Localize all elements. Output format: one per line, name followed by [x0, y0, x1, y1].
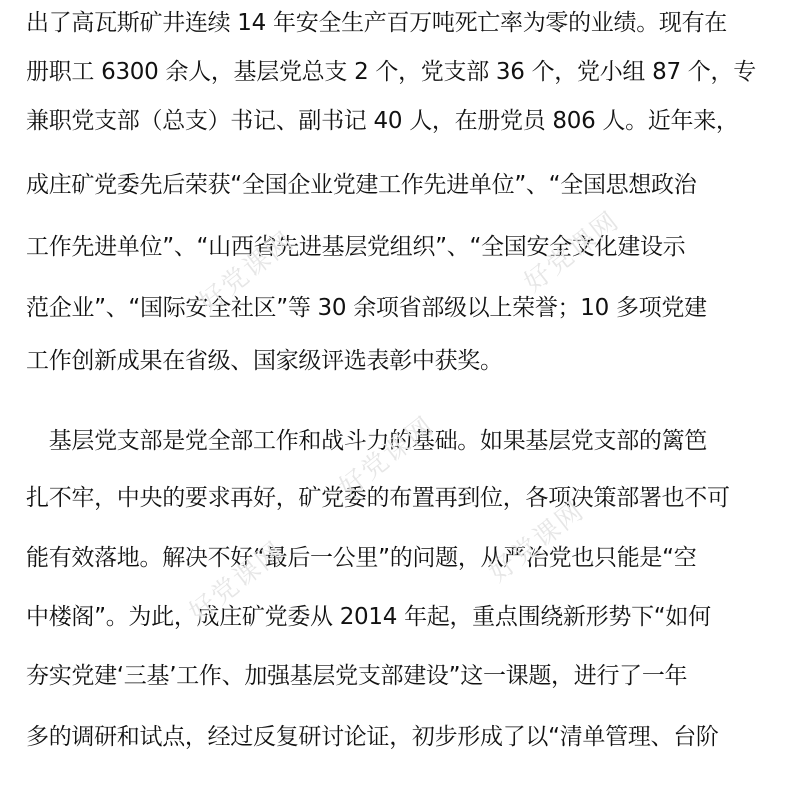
paragraph-2-line-1: 基层党支部是党全部工作和战斗力的基础。如果基层党支部的篱笆 — [26, 428, 708, 454]
paragraph-2-line-3: 能有效落地。解决不好“最后一公里”的问题，从严治党也只能是“空 — [26, 545, 697, 571]
paragraph-2-line-2: 扎不牢，中央的要求再好，矿党委的布置再到位，各项决策部署也不可 — [26, 485, 730, 511]
watermark: 好党课网 — [333, 410, 441, 504]
paragraph-1-line-1: 出了高瓦斯矿井连续 14 年安全生产百万吨死亡率为零的业绩。现有在 — [26, 10, 727, 36]
paragraph-2-line-5: 夯实党建‘三基’工作、加强基层党支部建设”这一课题，进行了一年 — [26, 663, 688, 689]
paragraph-1-line-7: 工作创新成果在省级、国家级评选表彰中获奖。 — [26, 348, 503, 374]
watermark: 好党课网 — [193, 225, 301, 319]
paragraph-1-line-5: 工作先进单位”、“山西省先进基层党组织”、“全国安全文化建设示 — [26, 234, 686, 260]
watermark: 好党课网 — [483, 495, 591, 589]
paragraph-2-line-4: 中楼阁”。为此，成庄矿党委从 2014 年起，重点围绕新形势下“如何 — [26, 604, 711, 630]
paragraph-2-line-6: 多的调研和试点，经过反复研讨论证，初步形成了以“清单管理、台阶 — [26, 724, 719, 750]
paragraph-1-line-6: 范企业”、“国际安全社区”等 30 余项省部级以上荣誉；10 多项党建 — [26, 295, 707, 321]
paragraph-1-line-3: 兼职党支部（总支）书记、副书记 40 人，在册党员 806 人。近年来， — [26, 108, 739, 134]
watermark: 好党课网 — [518, 205, 626, 299]
paragraph-1-line-2: 册职工 6300 余人，基层党总支 2 个，党支部 36 个，党小组 87 个，专 — [26, 59, 756, 85]
paragraph-1-line-4: 成庄矿党委先后荣获“全国企业党建工作先进单位”、“全国思想政治 — [26, 172, 697, 198]
watermark: 好党课网 — [183, 535, 291, 629]
